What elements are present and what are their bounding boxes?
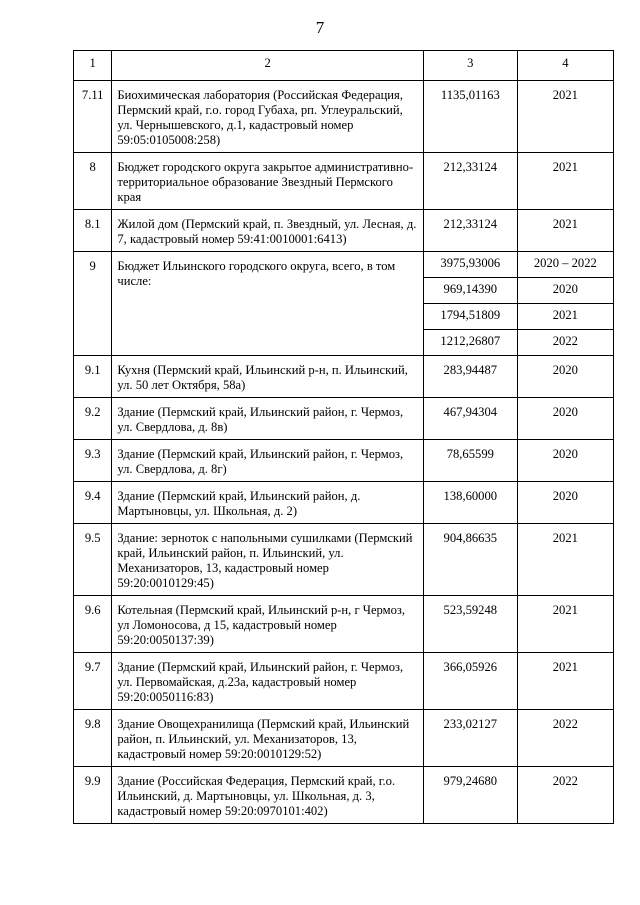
row-description: Здание (Пермский край, Ильинский район, г. Чермоз, ул. Свердлова, д. 8в) [112, 398, 424, 440]
row-amount: 138,60000 [423, 482, 517, 524]
row-description: Здание (Пермский край, Ильинский район, г. Чермоз, ул. Свердлова, д. 8г) [112, 440, 424, 482]
row-amount: 979,24680 [423, 767, 517, 824]
row-amount: 233,02127 [423, 710, 517, 767]
column-header: 1 [74, 51, 112, 81]
row-description: Биохимическая лаборатория (Российская Федерация, Пермский край, г.о. город Губаха, рп. Углеуральский, ул. Чернышевского, д.1, кадастровый номер 59:05:0105008:258) [112, 81, 424, 153]
row-amount: 969,14390 [423, 278, 517, 304]
row-amount: 1135,01163 [423, 81, 517, 153]
row-number: 9.5 [74, 524, 112, 596]
row-number: 8 [74, 153, 112, 210]
row-number: 9.7 [74, 653, 112, 710]
row-amount: 523,59248 [423, 596, 517, 653]
table-row [74, 653, 614, 710]
row-year: 2021 [517, 304, 613, 330]
row-amount: 212,33124 [423, 153, 517, 210]
row-year: 2020 [517, 278, 613, 304]
row-year: 2021 [517, 524, 613, 596]
row-number: 9 [74, 252, 112, 356]
row-number: 8.1 [74, 210, 112, 252]
row-year: 2021 [517, 210, 613, 252]
column-header: 4 [517, 51, 613, 81]
table-row [74, 81, 614, 153]
table-row [74, 252, 614, 278]
row-year: 2020 [517, 482, 613, 524]
row-amount: 3975,93006 [423, 252, 517, 278]
row-year: 2021 [517, 596, 613, 653]
allocation-table [73, 50, 614, 824]
row-number: 9.3 [74, 440, 112, 482]
row-amount: 904,86635 [423, 524, 517, 596]
row-amount: 283,94487 [423, 356, 517, 398]
row-description: Здание (Российская Федерация, Пермский край, г.о. Ильинский, д. Мартыновцы, ул. Школьная, д. 3, кадастровый номер 59:20:0970101:402) [112, 767, 424, 824]
column-header: 3 [423, 51, 517, 81]
row-amount: 212,33124 [423, 210, 517, 252]
row-number: 9.2 [74, 398, 112, 440]
row-number: 9.8 [74, 710, 112, 767]
row-number: 9.4 [74, 482, 112, 524]
row-year: 2021 [517, 81, 613, 153]
row-description: Здание Овощехранилища (Пермский край, Ильинский район, п. Ильинский, ул. Механизаторов, 13, кадастровый номер 59:20:0010129:52) [112, 710, 424, 767]
table-row [74, 767, 614, 824]
table-row [74, 596, 614, 653]
row-number: 7.11 [74, 81, 112, 153]
row-year: 2020 – 2022 [517, 252, 613, 278]
row-year: 2022 [517, 710, 613, 767]
row-amount: 78,65599 [423, 440, 517, 482]
table-row [74, 440, 614, 482]
row-description: Кухня (Пермский край, Ильинский р-н, п. Ильинский, ул. 50 лет Октября, 58а) [112, 356, 424, 398]
row-number: 9.1 [74, 356, 112, 398]
table-row [74, 524, 614, 596]
row-description: Котельная (Пермский край, Ильинский р-н, г Чермоз, ул Ломоносова, д 15, кадастровый номер 59:20:0050137:39) [112, 596, 424, 653]
row-amount: 366,05926 [423, 653, 517, 710]
table-row [74, 482, 614, 524]
row-year: 2022 [517, 330, 613, 356]
row-description: Бюджет городского округа закрытое административно-территориальное образование Звездный Пермского края [112, 153, 424, 210]
row-number: 9.9 [74, 767, 112, 824]
row-amount: 1794,51809 [423, 304, 517, 330]
table-row [74, 356, 614, 398]
row-year: 2020 [517, 440, 613, 482]
row-description: Здание: зерноток с напольными сушилками (Пермский край, Ильинский район, п. Ильинский, ул. Механизаторов, 13, кадастровый номер 59:20:0010129:45) [112, 524, 424, 596]
row-amount: 467,94304 [423, 398, 517, 440]
row-description: Жилой дом (Пермский край, п. Звездный, ул. Лесная, д. 7, кадастровый номер 59:41:0010001:6413) [112, 210, 424, 252]
column-header: 2 [112, 51, 424, 81]
table-row [74, 398, 614, 440]
row-year: 2020 [517, 356, 613, 398]
row-description: Здание (Пермский край, Ильинский район, д. Мартыновцы, ул. Школьная, д. 2) [112, 482, 424, 524]
table-row [74, 710, 614, 767]
table-header-row [74, 51, 614, 81]
row-number: 9.6 [74, 596, 112, 653]
page-number: 7 [315, 18, 325, 37]
row-year: 2020 [517, 398, 613, 440]
row-year: 2021 [517, 653, 613, 710]
row-year: 2022 [517, 767, 613, 824]
table-row [74, 210, 614, 252]
row-description: Бюджет Ильинского городского округа, всего, в том числе: [112, 252, 424, 356]
row-year: 2021 [517, 153, 613, 210]
row-description: Здание (Пермский край, Ильинский район, г. Чермоз, ул. Первомайская, д.23а, кадастровый номер 59:20:0050116:83) [112, 653, 424, 710]
table-row [74, 153, 614, 210]
row-amount: 1212,26807 [423, 330, 517, 356]
